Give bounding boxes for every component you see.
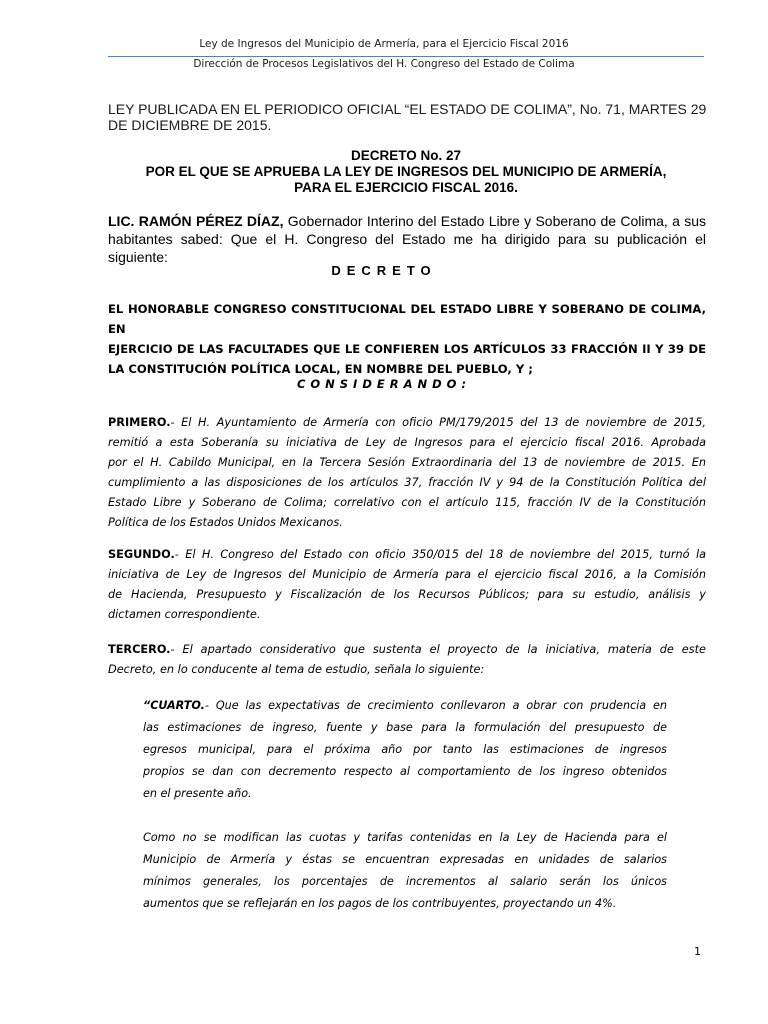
considerando-heading: CONSIDERANDO: bbox=[296, 377, 472, 391]
decree-number: DECRETO No. 27 bbox=[350, 148, 462, 163]
decreto-heading: DECRETO bbox=[331, 263, 437, 278]
paragraph-line: cumplimiento a las disposiciones de los artículos 37, fracción IV y 94 de la Constitución Política del bbox=[108, 476, 706, 489]
quote-line: en el presente año. bbox=[143, 787, 252, 800]
paragraph-line: de Hacienda, Presupuesto y Fiscalización de los Recursos Públicos; para su estudio, análisis y bbox=[108, 588, 706, 601]
paragraph-line: Política de los Estados Unidos Mexicanos. bbox=[108, 516, 343, 529]
quote-line: las estimaciones de ingreso, fuente y base para la formulación del presupuesto de bbox=[143, 721, 667, 734]
decree-subject-line: PARA EL EJERCICIO FISCAL 2016. bbox=[294, 180, 518, 195]
quote-line: mínimos generales, los porcentajes de incrementos al salario serán los únicos bbox=[143, 875, 667, 888]
cuarto-quote bbox=[143, 695, 667, 805]
header-divider bbox=[108, 56, 704, 57]
paragraph-line: SEGUNDO.- El H. Congreso del Estado con oficio 350/015 del 18 de noviembre del 2015, turnó la bbox=[108, 548, 706, 561]
segundo-label: SEGUNDO. bbox=[108, 548, 175, 561]
page-number: 1 bbox=[694, 945, 701, 958]
congress-line: LA CONSTITUCIÓN POLÍTICA LOCAL, EN NOMBRE DEL PUEBLO, Y ; bbox=[108, 362, 533, 376]
paragraph-line: Estado Libre y Soberano de Colima; correlativo con el artículo 115, fracción IV de la Constitución bbox=[108, 496, 706, 509]
paragraph-line: por el H. Cabildo Municipal, en la Tercera Sesión Extraordinaria del 13 de noviembre de 2015. En bbox=[108, 456, 706, 469]
decree-subject-line: POR EL QUE SE APRUEBA LA LEY DE INGRESOS DEL MUNICIPIO DE ARMERÍA, bbox=[145, 164, 667, 179]
running-header-title: Ley de Ingresos del Municipio de Armería, para el Ejercicio Fiscal 2016 bbox=[199, 38, 569, 50]
primero-label: PRIMERO. bbox=[108, 416, 171, 429]
paragraph-line: dictamen correspondiente. bbox=[108, 608, 261, 621]
quote-line: Como no se modifican las cuotas y tarifas contenidas en la Ley de Hacienda para el bbox=[143, 831, 667, 844]
congress-line: EJERCICIO DE LAS FACULTADES QUE LE CONFIEREN LOS ARTÍCULOS 33 FRACCIÓN II Y 39 DE bbox=[108, 342, 706, 356]
quote-line: propios se dan con decremento respecto al comportamiento de los ingreso obtenidos bbox=[143, 765, 667, 778]
congress-statement bbox=[108, 299, 706, 379]
primero-paragraph bbox=[108, 413, 706, 533]
publication-notice-line: LEY PUBLICADA EN EL PERIODICO OFICIAL “EL ESTADO DE COLIMA”, No. 71, MARTES 29 bbox=[108, 101, 707, 117]
quote-line: egresos municipal, para el próxima año por tanto las estimaciones de ingresos bbox=[143, 743, 667, 756]
tercero-label: TERCERO. bbox=[108, 643, 171, 656]
decree-title bbox=[108, 148, 704, 196]
governor-text: Gobernador Interino del Estado Libre y Soberano de Colima, a sus habitantes sabed: Que el H. Congreso del Estado me ha dirigido para su publicación el siguiente: bbox=[108, 213, 706, 265]
segundo-paragraph bbox=[108, 545, 706, 625]
publication-notice-line: DE DICIEMBRE DE 2015. bbox=[108, 117, 272, 133]
quote-line: aumentos que se reflejarán en los pagos de los contribuyentes, proyectando un 4%. bbox=[143, 897, 617, 910]
paragraph-line: Decreto, en lo conducente al tema de estudio, señala lo siguiente: bbox=[108, 663, 485, 676]
publication-notice bbox=[108, 101, 708, 133]
paragraph-line: TERCERO.- El apartado considerativo que sustenta el proyecto de la iniciativa, materia de este bbox=[108, 643, 706, 656]
paragraph-line: iniciativa de Ley de Ingresos del Municipio de Armería para el ejercicio fiscal 2016, a la Comisión bbox=[108, 568, 706, 581]
paragraph-line: remitió a esta Soberanía su iniciativa de Ley de Ingresos para el ejercicio fiscal 2016. Aprobada bbox=[108, 436, 706, 449]
running-header-office: Dirección de Procesos Legislativos del H. Congreso del Estado de Colima bbox=[193, 58, 575, 70]
tercero-paragraph bbox=[108, 640, 706, 680]
tariff-quote bbox=[143, 827, 667, 915]
quote-line: “CUARTO.- Que las expectativas de crecimiento conllevaron a obrar con prudencia en bbox=[143, 699, 667, 712]
governor-name: LIC. RAMÓN PÉREZ DÍAZ, bbox=[108, 213, 284, 229]
cuarto-label: “CUARTO. bbox=[143, 699, 205, 712]
paragraph-line: PRIMERO.- El H. Ayuntamiento de Armería con oficio PM/179/2015 del 13 de noviembre de 2015, bbox=[108, 416, 706, 429]
governor-promulgation bbox=[108, 212, 706, 266]
quote-line: Municipio de Armería y éstas se encuentran expresadas en unidades de salarios bbox=[143, 853, 667, 866]
congress-line: EL HONORABLE CONGRESO CONSTITUCIONAL DEL ESTADO LIBRE Y SOBERANO DE COLIMA, EN bbox=[108, 302, 706, 336]
